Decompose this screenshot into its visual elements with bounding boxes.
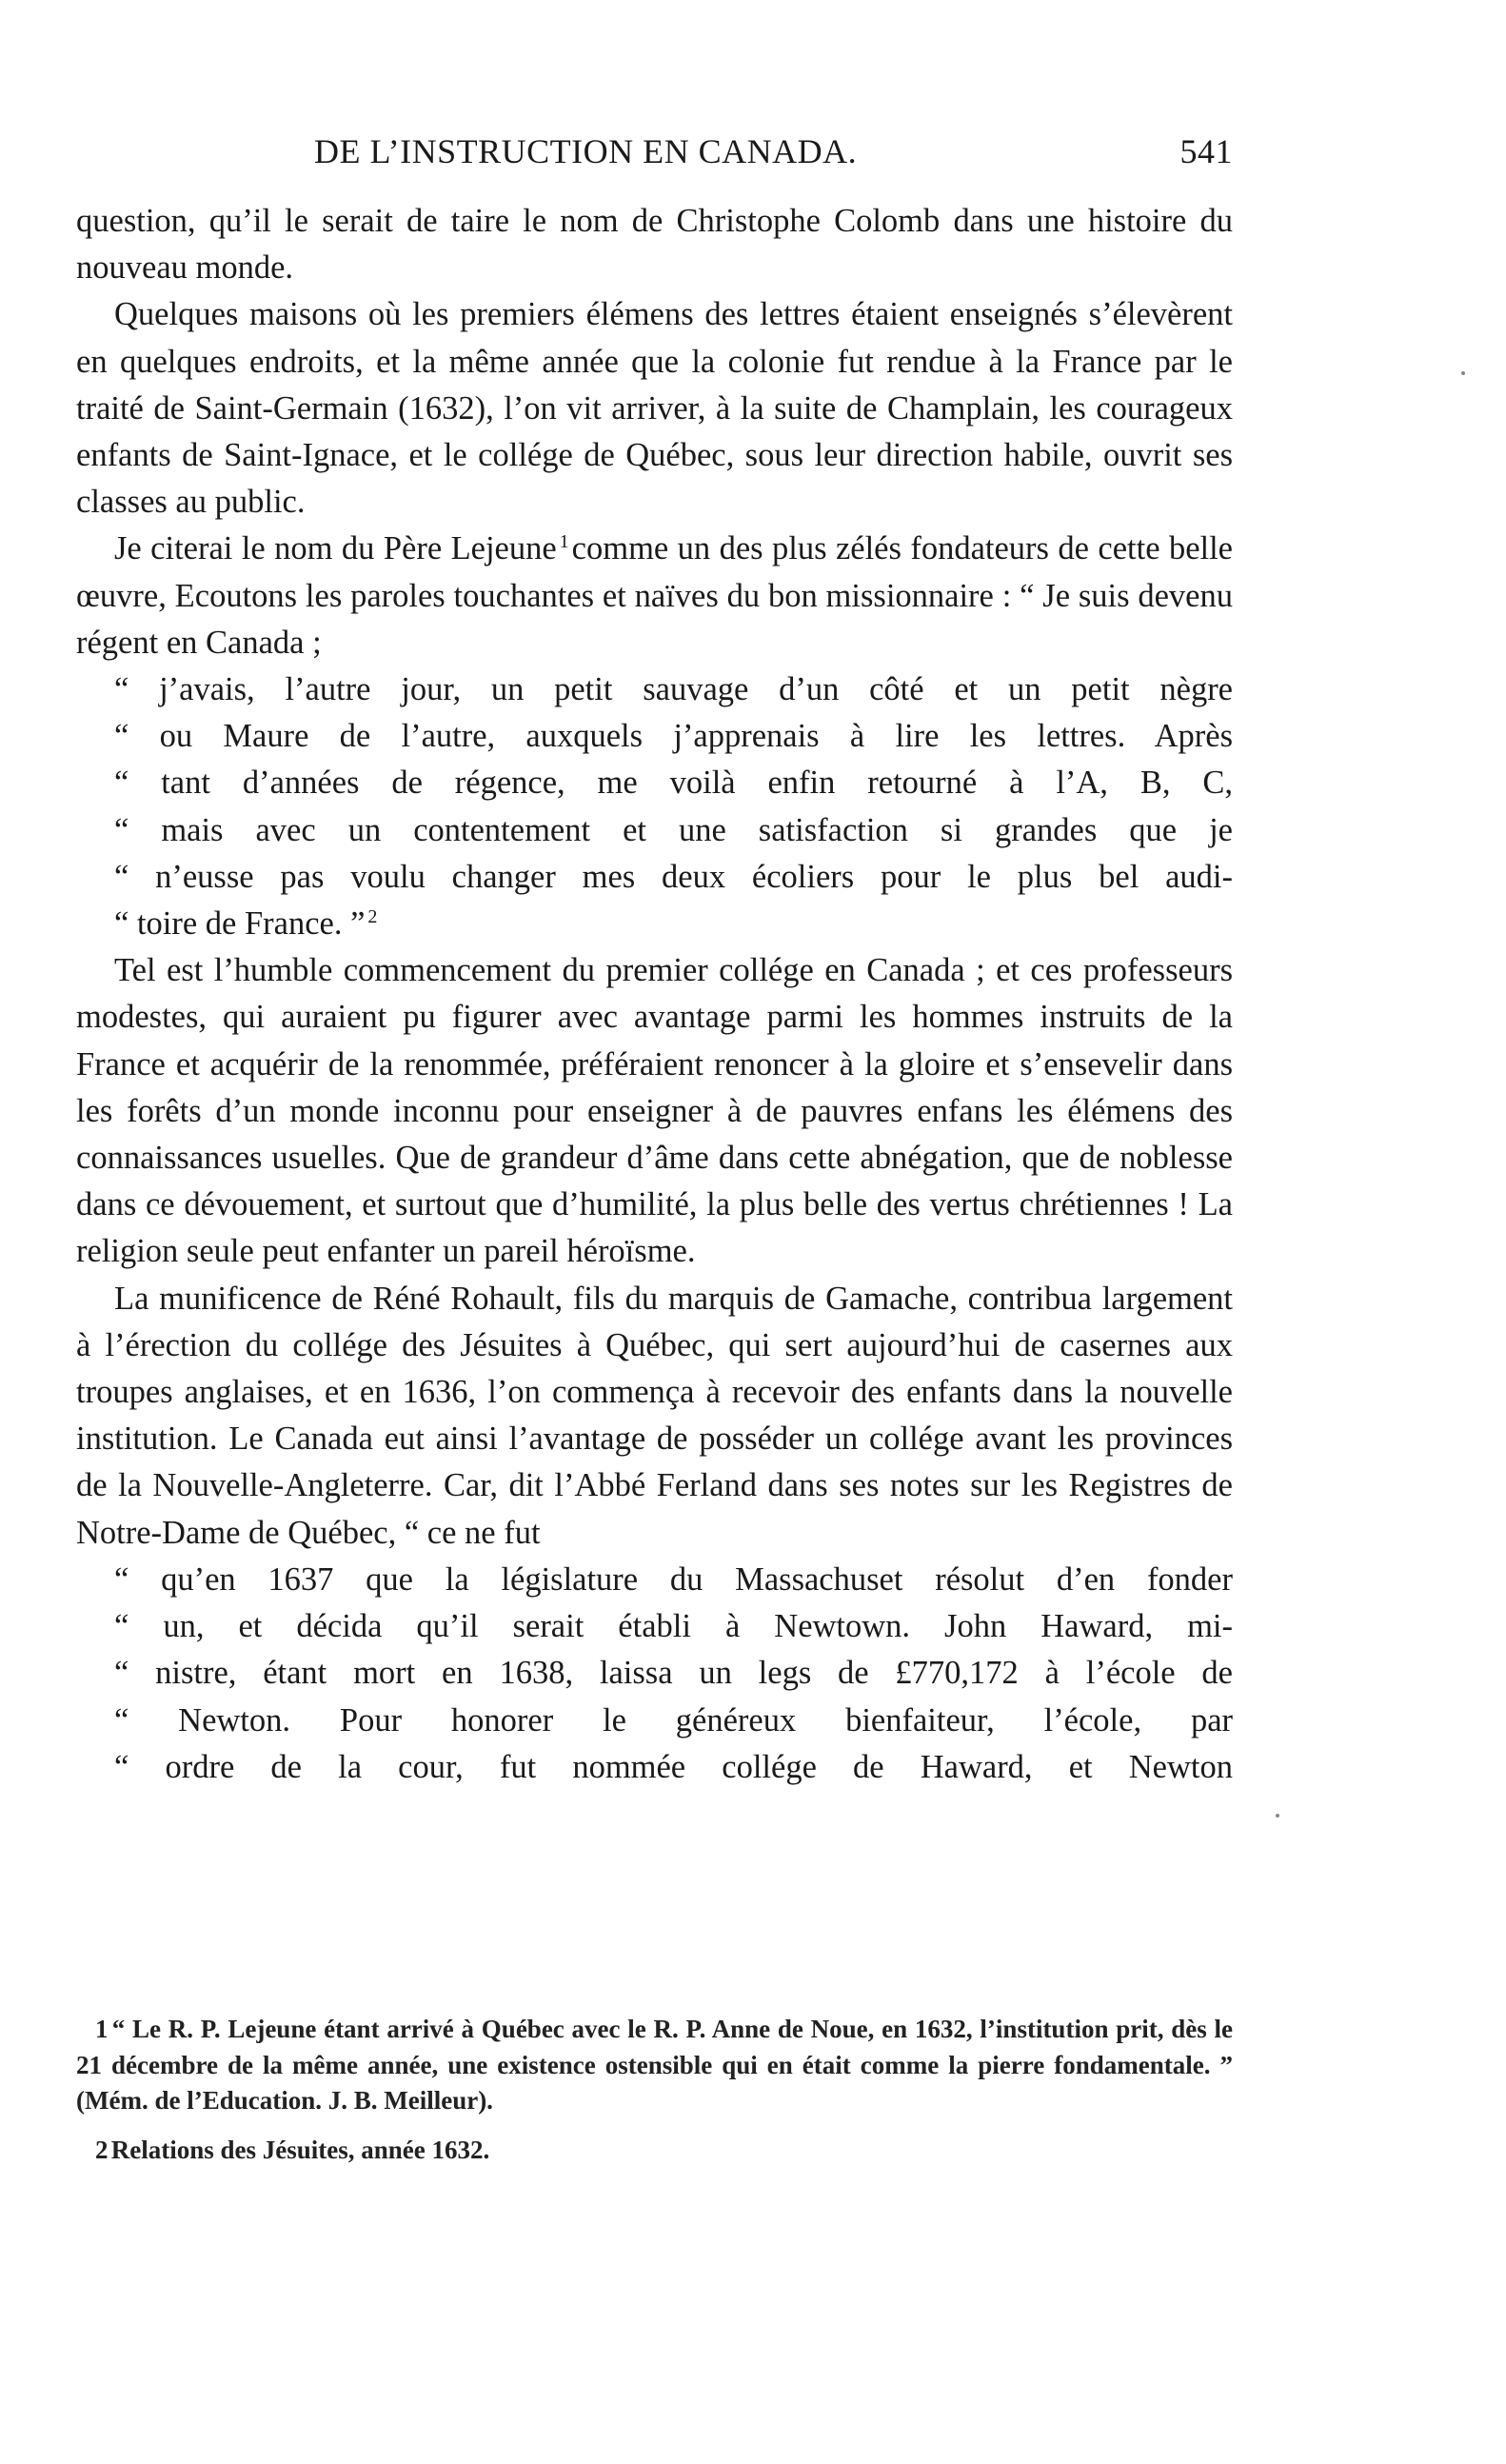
footnote-1 <box>76 2012 1233 2119</box>
paragraph-text: La munificence de Réné Rohault, fils du marquis de Gamache, contribua largement à l’érection du collége des Jésuites à Québec, qui sert aujourd’hui de casernes aux troupes anglaises, et en 1636, l’on commença à recevoir des enfants dans la nouvelle institution. Le Canada eut ainsi l’avantage de posséder un collége avant les provinces de la Nouvelle-Angleterre. Car, dit l’Abbé Ferland dans ses notes sur les Registres de Notre-Dame de Québec, “ ce ne fut <box>76 1280 1233 1551</box>
footnote-text: “ Le R. P. Lejeune étant arrivé à Québec avec le R. P. Anne de Noue, en 1632, l’institution prit, dès le 21 décembre de la même année, une existence ostensible qui en était comme la pierre fondamentale. ” (Mém. de l’Education. J. B. Meilleur). <box>76 2015 1233 2115</box>
quote-line: “ mais avec un contentement et une satisfaction si grandes que je <box>114 811 1233 848</box>
quote-line: “ nistre, étant mort en 1638, laissa un legs de £770,172 à l’école de <box>114 1655 1233 1692</box>
footnote-reference-2[interactable]: 2 <box>367 905 378 927</box>
quote-line: “ ou Maure de l’autre, auxquels j’apprenais à lire les lettres. Après <box>114 718 1233 755</box>
print-speck <box>1276 1814 1279 1818</box>
paragraph-humble-beginning: Tel est l’humble commencement du premier collége en Canada ; et ces professeurs modestes, qui auraient pu figurer avec avantage parmi les hommes instruits de la France et acquérir de la renommée, préféraient renoncer à la gloire et s’ensevelir dans les forêts d’un monde inconnu pour enseigner à de pauvres enfans les élémens des connaissances usuelles. Que de grandeur d’âme dans cette abnégation, que de noblesse dans ce dévouement, et surtout que d’humilité, la plus belle des vertus chrétiennes ! La religion seule peut enfanter un pareil héroïsme. <box>76 952 1233 1270</box>
paragraph-pere-lejeune <box>76 526 1233 947</box>
footnote-2 <box>76 2133 1233 2169</box>
quote-line: “ j’avais, l’autre jour, un petit sauvage d’un côté et un petit nègre <box>114 671 1233 708</box>
quote-line: “ tant d’années de régence, me voilà enfin retourné à l’A, B, C, <box>114 765 1233 802</box>
page-number: 541 <box>1179 132 1233 170</box>
paragraph-first-schools: Quelques maisons où les premiers élémens des lettres étaient enseignés s’élevèrent en quelques endroits, et la même année que la colonie fut rendue à la France par le traité de Saint-Germain (1632), l’on vit arriver, à la suite de Champlain, les courageux enfants de Saint-Ignace, et le collége de Québec, sous leur direction habile, ouvrit ses classes au public. <box>76 296 1233 521</box>
running-title: DE L’INSTRUCTION EN CANADA. <box>314 132 858 170</box>
quote-line: “ qu’en 1637 que la législature du Massachuset résolut d’en fonder <box>114 1560 1233 1598</box>
quote-text: “ toire de France. ” <box>114 905 366 943</box>
paragraph-text: Je citerai le nom du Père Lejeune <box>114 530 557 567</box>
footnote-number: 2 <box>95 2135 109 2164</box>
footnote-text: Relations des Jésuites, année 1632. <box>110 2135 490 2164</box>
quote-line: “ un, et décida qu’il serait établi à Newtown. John Haward, mi- <box>114 1608 1233 1645</box>
quote-line: “ ordre de la cour, fut nommée collége de Haward, et Newton <box>114 1748 1233 1785</box>
running-head <box>76 131 1233 179</box>
paragraph-text: comme un des plus zélés fondateurs de cette belle œuvre, Ecoutons les paroles touchantes et naïves du bon missionnaire : “ Je suis devenu régent en Canada ; <box>76 530 1233 661</box>
footnote-number: 1 <box>95 2015 109 2043</box>
quote-line-last <box>76 901 1233 947</box>
footnotes <box>76 2012 1233 2181</box>
print-speck <box>1461 371 1465 375</box>
paragraph-continued: question, qu’il le serait de taire le nom de Christophe Colomb dans une histoire du nouveau monde. <box>76 203 1233 287</box>
quote-line: “ n’eusse pas voulu changer mes deux écoliers pour le plus bel audi- <box>114 858 1233 895</box>
footnote-reference-1[interactable]: 1 <box>559 530 569 552</box>
paragraph-rene-rohault <box>76 1276 1233 1791</box>
quote-line: “ Newton. Pour honorer le généreux bienfaiteur, l’école, par <box>114 1701 1233 1739</box>
body-text <box>76 198 1233 1791</box>
